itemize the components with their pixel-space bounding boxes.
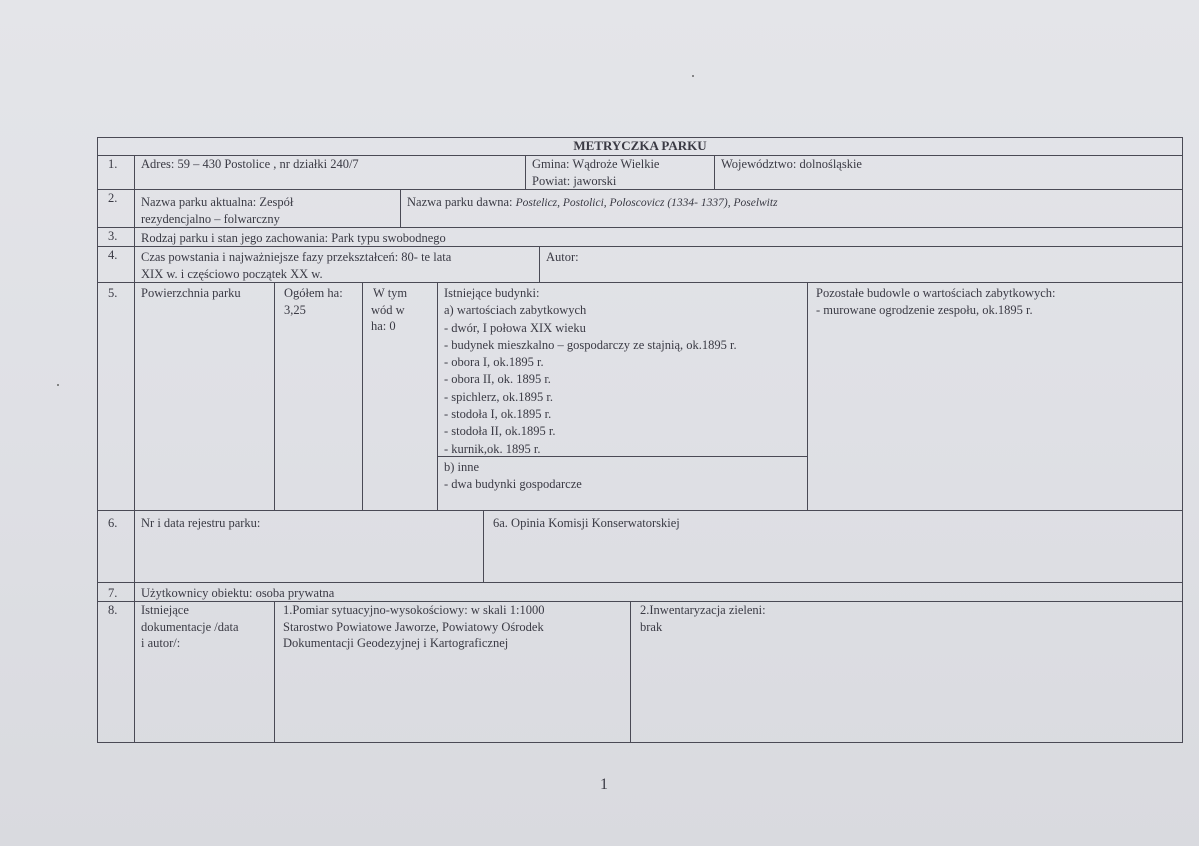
current-park-name-cell: [134, 189, 401, 228]
total-area-label: Ogółem ha:: [284, 286, 343, 300]
address-cell: Adres: 59 – 430 Postolice , nr działki 240/7: [134, 155, 526, 190]
survey-line-3: Dokumentacji Geodezyjnej i Kartograficznej: [283, 636, 509, 650]
row-8-number: 8.: [97, 601, 135, 743]
register-cell: Nr i data rejestru parku:: [134, 510, 484, 583]
current-name-line-1: Nazwa parku aktualna: Zespół: [141, 195, 294, 209]
buildings-line: a) wartościach zabytkowych: [444, 303, 587, 318]
gmina-powiat-cell: [525, 155, 715, 190]
buildings-line: Istniejące budynki:: [444, 286, 540, 300]
powiat-text: Powiat: jaworski: [532, 173, 617, 188]
buildings-line: - dwór, I połowa XIX wieku: [444, 320, 586, 335]
remaining-structures-item: - murowane ogrodzenie zespołu, ok.1895 r.: [816, 302, 1033, 317]
buildings-line: - obora I, ok.1895 r.: [444, 355, 544, 370]
row-1-number: 1.: [97, 155, 135, 190]
other-buildings-line: b) inne: [444, 460, 480, 474]
docs-label-line-3: i autor/:: [141, 636, 181, 650]
row-6-number: 6.: [97, 510, 135, 583]
greenery-line-2: brak: [640, 619, 663, 634]
current-name-line-2: rezydencjalno – folwarczny: [141, 211, 280, 226]
remaining-structures-cell: [807, 282, 1183, 511]
creation-time-line-1: Czas powstania i najważniejsze fazy przekształceń: 80- te lata: [141, 250, 452, 264]
existing-buildings-cell: [437, 282, 808, 457]
row-7-number: 7.: [97, 582, 135, 602]
row-2-number: 2.: [97, 189, 135, 228]
other-buildings-line: - dwa budynki gospodarcze: [444, 476, 582, 491]
total-area-cell: [274, 282, 363, 511]
other-buildings-cell: [437, 456, 808, 511]
scan-speck: [57, 384, 59, 386]
park-record-form: [97, 137, 1183, 743]
creation-time-line-2: XIX w. i częściowo początek XX w.: [141, 266, 323, 281]
row-4-number: 4.: [97, 246, 135, 283]
voivodeship-cell: Województwo: dolnośląskie: [714, 155, 1183, 190]
docs-label-line-1: Istniejące: [141, 603, 189, 617]
remaining-structures-title: Pozostałe budowle o wartościach zabytkowych:: [816, 286, 1056, 300]
row-3-number: 3.: [97, 227, 135, 247]
area-label-cell: Powierzchnia parku: [134, 282, 275, 511]
buildings-line: - spichlerz, ok.1895 r.: [444, 389, 554, 404]
docs-label-line-2: dokumentacje /data: [141, 619, 239, 634]
water-area-cell: [362, 282, 438, 511]
former-park-name-cell: [400, 189, 1183, 228]
buildings-line: - kurnik,ok. 1895 r.: [444, 441, 541, 456]
buildings-line: - stodoła I, ok.1895 r.: [444, 407, 552, 422]
row-5-number: 5.: [97, 282, 135, 511]
survey-cell: [274, 601, 631, 743]
former-name-label: Nazwa parku dawna:: [407, 195, 516, 209]
buildings-line: - obora II, ok. 1895 r.: [444, 372, 551, 387]
creation-time-cell: [134, 246, 540, 283]
greenery-inventory-cell: [630, 601, 1183, 743]
scan-speck: [692, 75, 694, 77]
survey-line-2: Starostwo Powiatowe Jaworze, Powiatowy Ośrodek: [283, 619, 544, 634]
form-title: METRYCZKA PARKU: [97, 137, 1183, 156]
survey-line-1: 1.Pomiar sytuacyjno-wysokościowy: w skali 1:1000: [283, 603, 545, 617]
greenery-line-1: 2.Inwentaryzacja zieleni:: [640, 603, 766, 617]
author-cell: Autor:: [539, 246, 1183, 283]
water-area-line-3: ha: 0: [371, 319, 396, 333]
park-type-cell: Rodzaj parku i stan jego zachowania: Park typu swobodnego: [134, 227, 1183, 247]
page-number: 1: [600, 776, 608, 793]
former-name-value: Postelicz, Postolici, Poloscovicz (1334- 1337), Poselwitz: [515, 197, 778, 209]
water-area-line-2: wód w: [371, 302, 405, 317]
conservation-opinion-cell: 6a. Opinia Komisji Konserwatorskiej: [483, 510, 1183, 583]
users-cell: Użytkownicy obiektu: osoba prywatna: [134, 582, 1183, 602]
buildings-line: - stodoła II, ok.1895 r.: [444, 424, 556, 439]
water-area-line-1: W tym: [373, 286, 408, 300]
documentation-label-cell: [134, 601, 275, 743]
buildings-line: - budynek mieszkalno – gospodarczy ze stajnią, ok.1895 r.: [444, 337, 737, 352]
gmina-text: Gmina: Wądroże Wielkie: [532, 157, 660, 171]
total-area-value: 3,25: [284, 302, 306, 317]
